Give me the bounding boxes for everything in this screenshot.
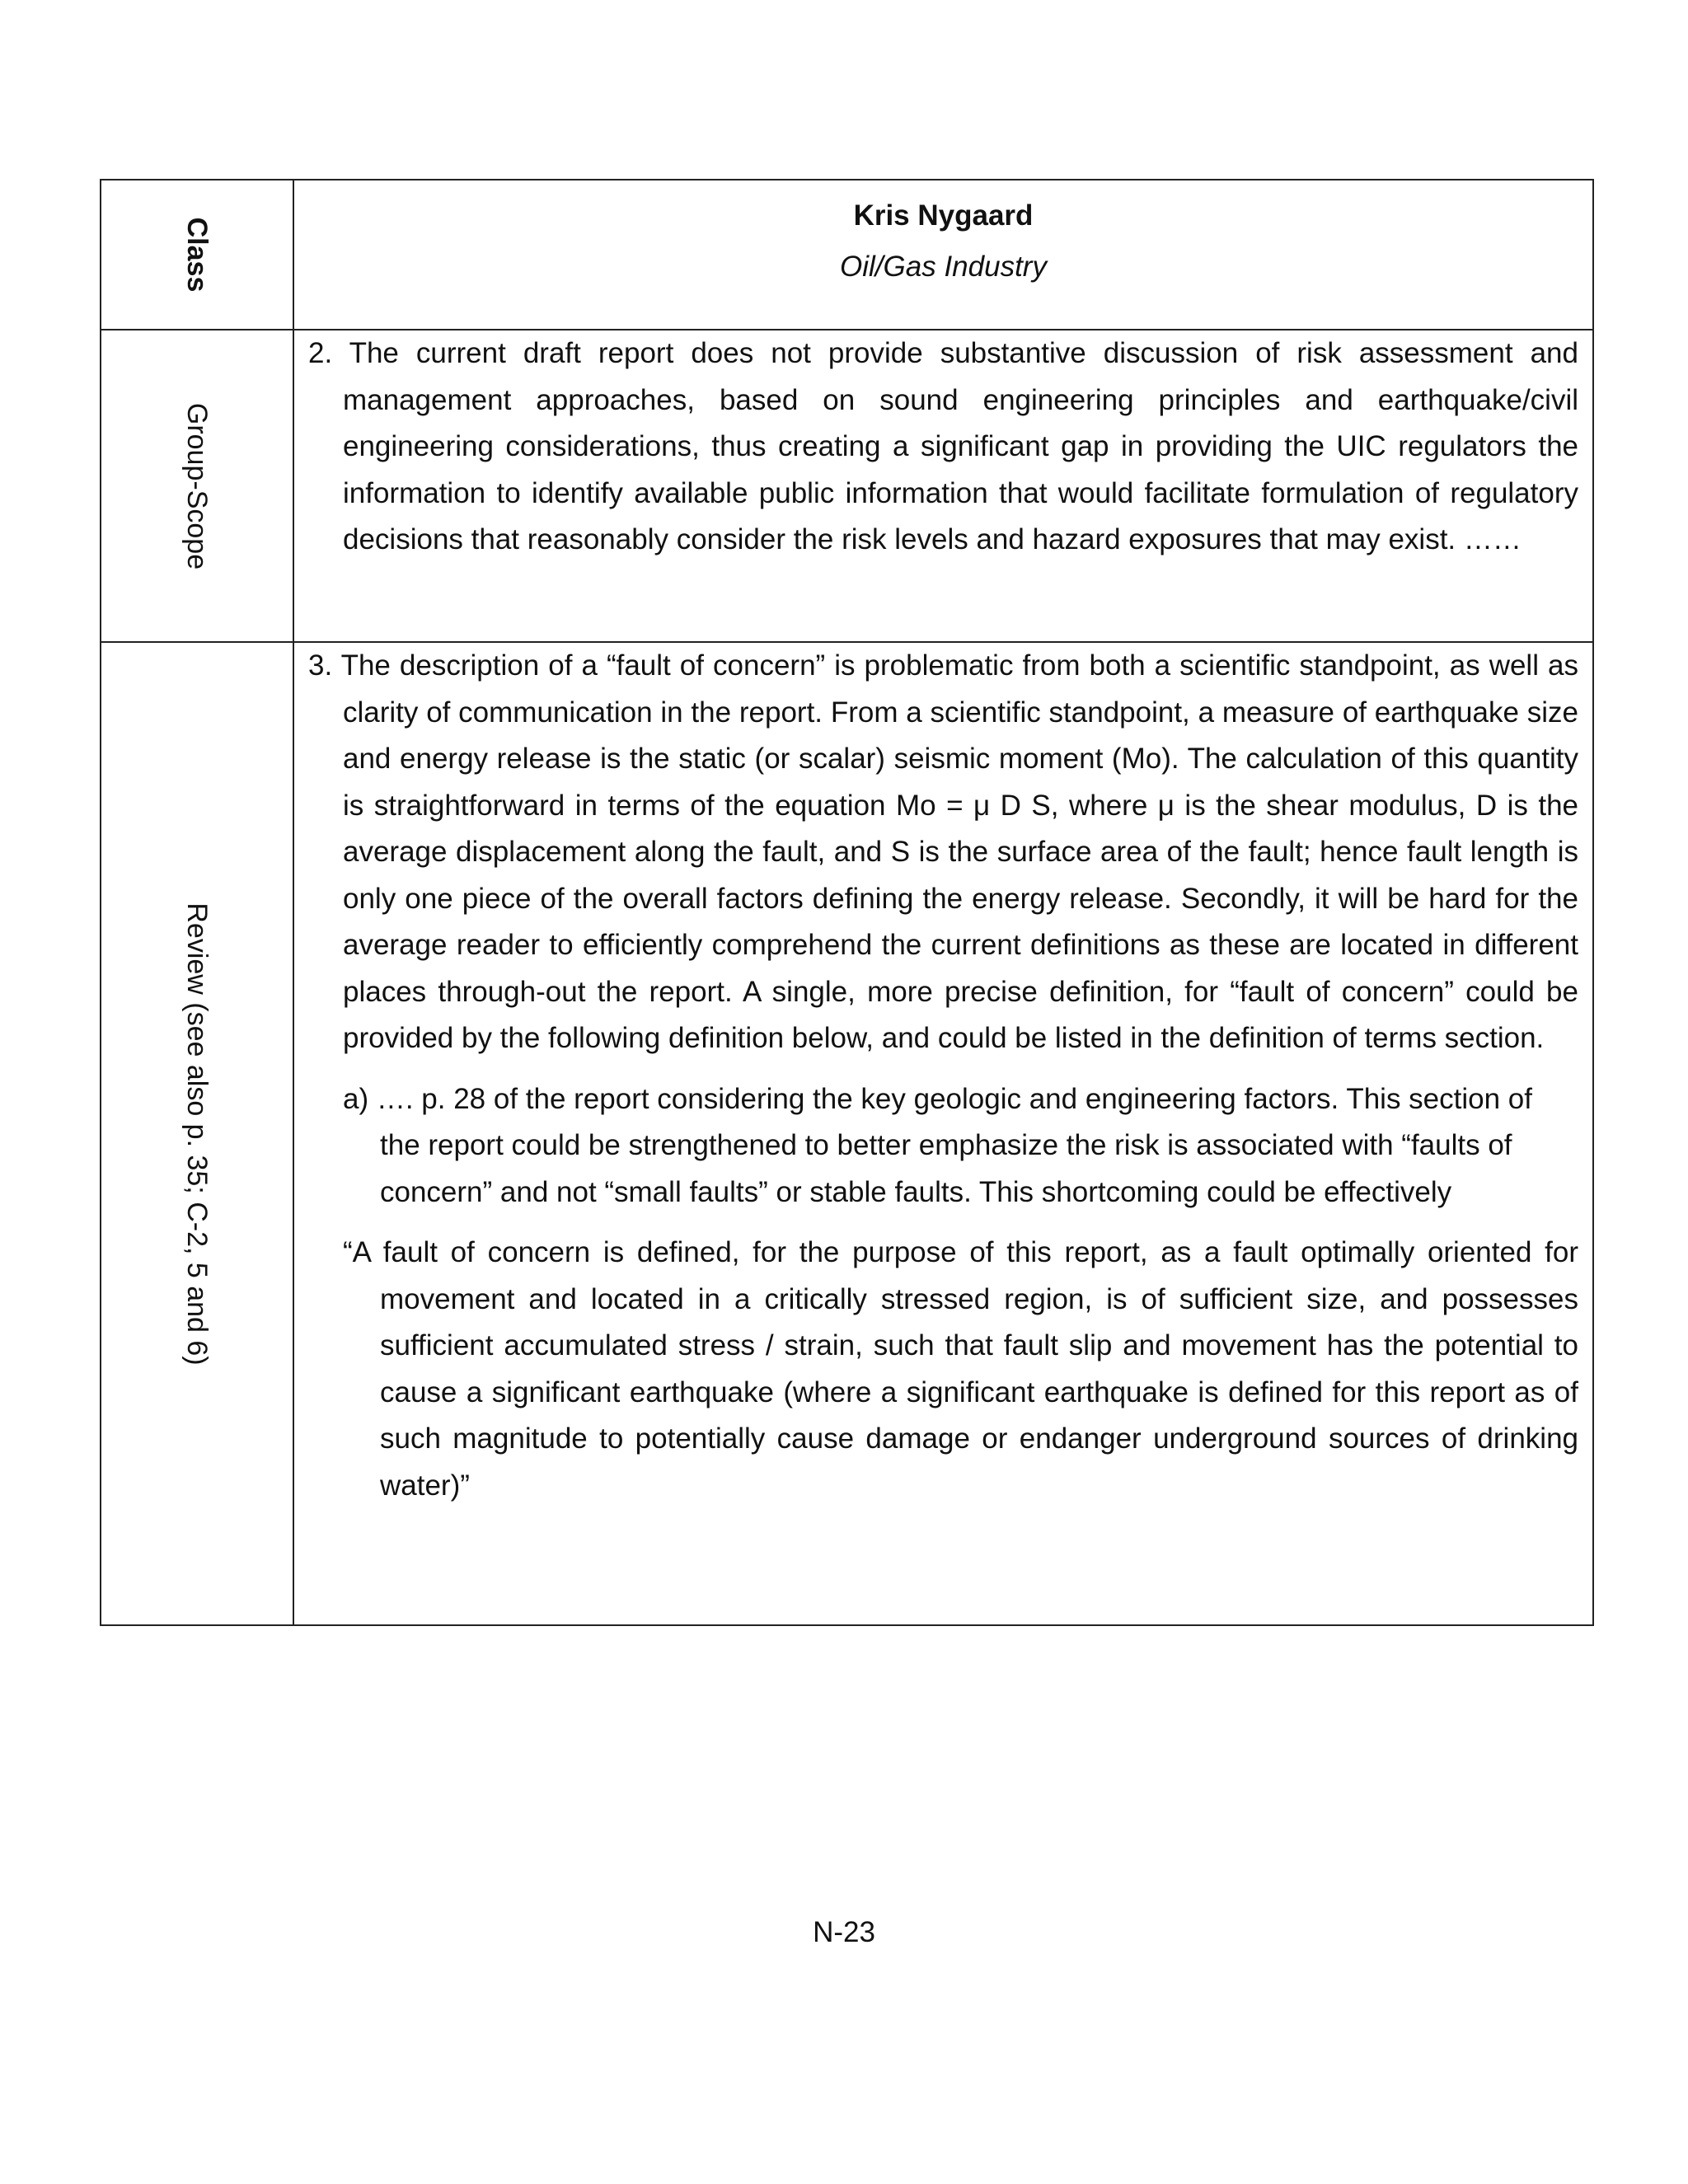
comment-cell-review xyxy=(293,642,1593,1625)
comment-3-text: 3. The description of a “fault of concern” is problematic from both a scientific standpoint, as well as clarity of communication in the report. From a scientific standpoint, a measure of earthquake size and energy release is the static (or scalar) seismic moment (Mo). The calculation of this quantity is straightforward in terms of the equation Mo = μ D S, where μ is the shear modulus, D is the average displacement along the fault, and S is the surface area of the fault; hence fault length is only one piece of the overall factors defining the energy release. Secondly, it will be hard for the average reader to efficiently comprehend the current definitions as these are located in different places through-out the report. A single, more precise definition, for “fault of concern” could be provided by the following definition below, and could be listed in the definition of terms section. xyxy=(308,649,1578,1054)
table-row xyxy=(101,330,1593,642)
class-header-cell xyxy=(101,180,293,330)
reviewer-header-cell xyxy=(293,180,1593,330)
comment-cell-group-scope xyxy=(293,330,1593,642)
review-comments-table xyxy=(100,179,1594,1626)
table-header-row xyxy=(101,180,1593,330)
table-row xyxy=(101,642,1593,1625)
reviewer-name: Kris Nygaard xyxy=(853,199,1034,232)
class-label-review: Review (see also p. 35; C-2, 5 and 6) xyxy=(181,902,213,1366)
class-cell-review xyxy=(101,642,293,1625)
comment-3-sub-item-a: a) …. p. 28 of the report considering the key geologic and engineering factors. This section of the report could be strengthened to better emphasize the risk is associated with “faults of concern” and not “small faults” or stable faults. This shortcoming could be effectively xyxy=(343,1082,1532,1208)
comment-2-text: 2. The current draft report does not provide substantive discussion of risk assessment and management approaches, based on sound engineering principles and earthquake/civil engineering considerations, thus creating a significant gap in providing the UIC regulators the information to identify available public information that would facilitate formulation of regulatory decisions that reasonably consider the risk levels and hazard exposures that may exist. …… xyxy=(308,337,1578,555)
fault-of-concern-definition-quote: “A fault of concern is defined, for the purpose of this report, as a fault optimally oriented for movement and located in a critically stressed region, is of sufficient size, and possesses sufficient accumulated stress / strain, such that fault slip and movement has the potential to cause a significant earthquake (where a significant earthquake is defined for this report as of such magnitude to potentially cause damage or endanger underground sources of drinking water)” xyxy=(343,1236,1578,1502)
class-label-group-scope: Group-Scope xyxy=(181,402,213,569)
class-header-label: Class xyxy=(181,217,213,293)
reviewer-affiliation: Oil/Gas Industry xyxy=(840,251,1047,283)
page-number: N-23 xyxy=(813,1916,875,1948)
class-cell-group-scope xyxy=(101,330,293,642)
